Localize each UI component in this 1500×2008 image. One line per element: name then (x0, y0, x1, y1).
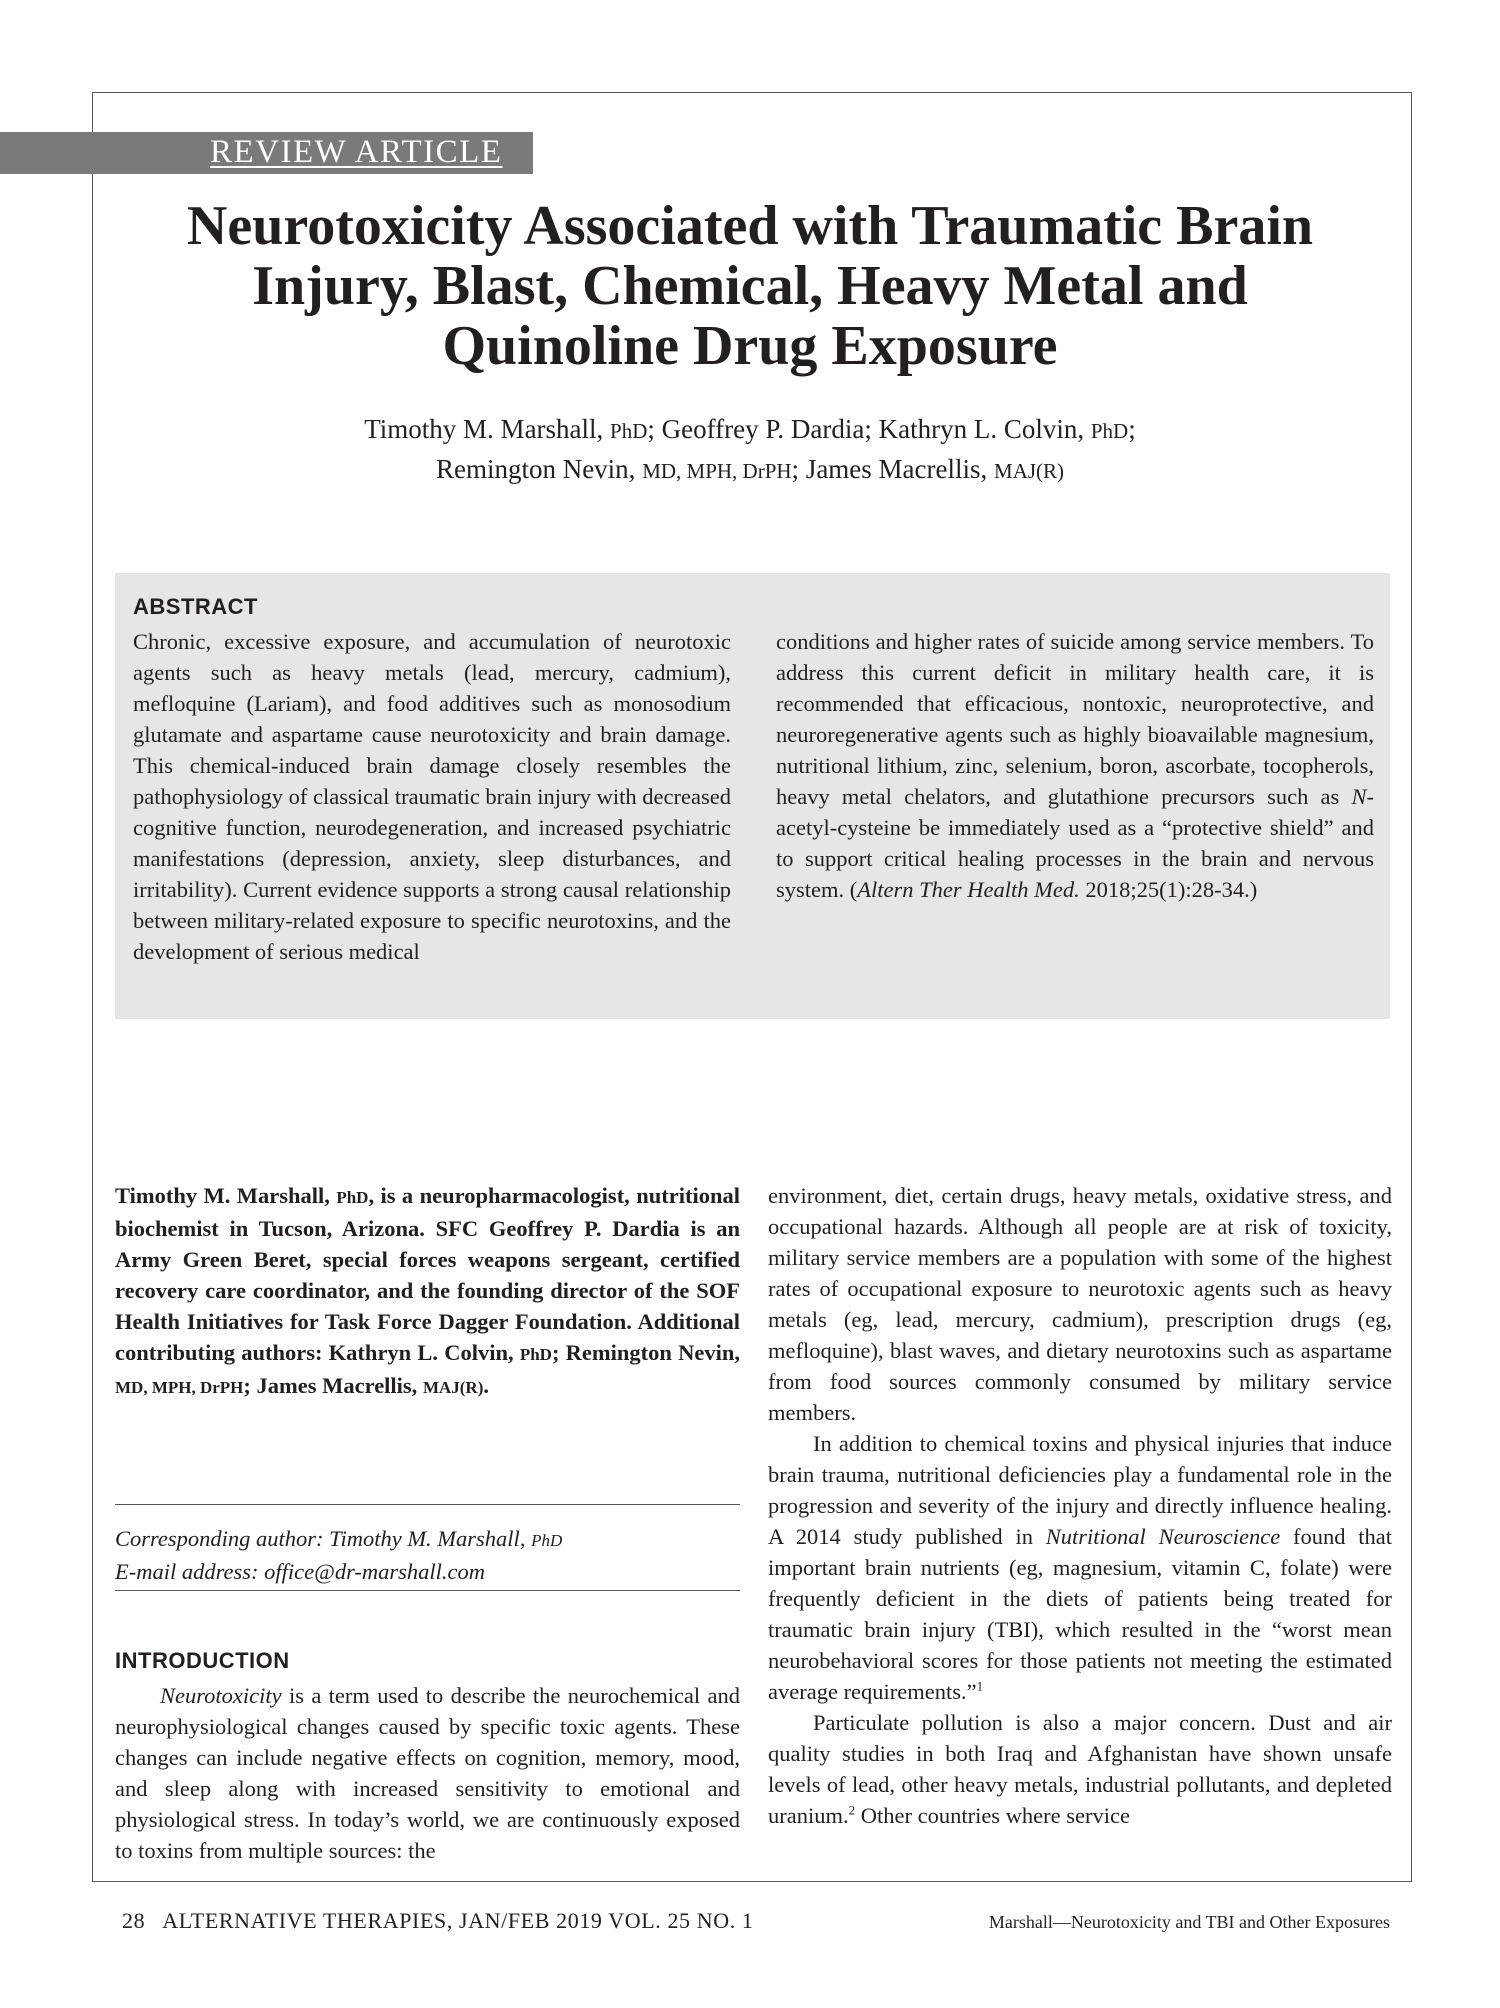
body-paragraph (768, 1707, 1392, 1831)
footer-running-title: Marshall—Neurotoxicity and TBI and Other Exposures (988, 1912, 1390, 1932)
bio-paragraph (115, 1180, 740, 1403)
author-bio (115, 1180, 740, 1403)
abstract-text-part: conditions and higher rates of suicide among service members. To address this current deficit in military health care, it is recommended that efficacious, nontoxic, neuroprotective, and neuroregenerative agents such as highly bioavailable magnesium, nutritional lithium, zinc, selenium, boron, ascorbate, tocopherols, heavy metal chelators, and glutathione precursors such as (776, 629, 1374, 809)
author-name: James Macrellis, (805, 454, 988, 484)
divider-bottom (115, 1590, 740, 1591)
bio-text: . (483, 1373, 489, 1398)
bio-text: , is a neuropharmacologist, nutritional biochemist in Tucson, Arizona. SFC Geoffrey P. Dardia is an Army Green Beret, special forces weapons sergeant, certified recovery care coordinator, and the founding director of the SOF Health Initiatives for Task Force Dagger Foundation. Additional contributing authors: Kathryn L. Colvin, (115, 1183, 740, 1365)
italic-n: N (1351, 784, 1367, 809)
divider-top (115, 1504, 740, 1505)
bio-name: Timothy M. Marshall, (115, 1183, 330, 1208)
abstract-text: Chronic, excessive exposure, and accumulation of neurotoxic agents such as heavy metals (lead, mercury, cadmium), mefloquine (Lariam), and food additives such as monosodium glutamate and aspartame cause neurotoxicity and brain damage. This chemical-induced brain damage closely resembles the pathophysiology of classical traumatic brain injury with decreased cognitive function, neurodegeneration, and increased psychiatric manifestations (depression, anxiety, sleep disturbances, and irritability). Current evidence supports a strong causal relationship between military-related exposure to specific neurotoxins, and the development of serious medical (133, 629, 731, 964)
bio-text: ; Remington Nevin, (551, 1340, 740, 1365)
corresponding-degree: PhD (531, 1531, 563, 1550)
abstract-column-right (776, 626, 1374, 905)
body-paragraph: environment, diet, certain drugs, heavy metals, oxidative stress, and occupational hazards. Although all people are at risk of toxicity, military service members are a population with some of the highest rates of occupational exposure to neurotoxic agents such as heavy metals (eg, lead, mercury, cadmium), prescription drugs (eg, mefloquine), blast waves, and dietary neurotoxins such as aspartame from food sources commonly consumed by military service members. (768, 1183, 1392, 1425)
title-line: Quinoline Drug Exposure (442, 315, 1058, 377)
title-line: Neurotoxicity Associated with Traumatic Brain (186, 195, 1314, 257)
author-degree: MAJ(R) (994, 459, 1065, 483)
body-text: In addition to chemical toxins and physical injuries that induce brain trauma, nutritional deficiencies play a fundamental role in the progression and severity of the injury and directly influence healing. A 2014 study published in (768, 1431, 1392, 1549)
section-banner (0, 132, 533, 174)
author-list (110, 410, 1390, 490)
reference-marker: 2 (848, 1802, 856, 1818)
author-name: Remington Nevin, (435, 454, 636, 484)
bio-degree: PhD (336, 1188, 369, 1207)
intro-paragraph (115, 1680, 740, 1866)
article-title (110, 196, 1390, 376)
body-text: Particulate pollution is also a major concern. Dust and air quality studies in both Iraq and Afghanistan have shown unsafe levels of lead, other heavy metals, industrial pollutants, and depleted uranium. (768, 1710, 1392, 1828)
author-degree: PhD (610, 419, 648, 443)
author-degree: MD, MPH, DrPH (642, 459, 792, 483)
introduction-text (115, 1680, 740, 1866)
body-text: Other countries where service (855, 1803, 1130, 1828)
correspondence-block (115, 1523, 740, 1587)
author-degree: PhD (1090, 419, 1129, 443)
citation-journal: Altern Ther Health Med. (857, 877, 1080, 902)
section-label: REVIEW ARTICLE (210, 134, 503, 170)
abstract-text-part: -acetyl-cysteine be immediately used as a “protective shield” and to support critical healing processes in the brain and nervous system. ( (776, 784, 1374, 902)
author-separator: ; (1128, 414, 1136, 444)
author-name: Geoffrey P. Dardia (661, 414, 865, 444)
email-address: E-mail address: office@dr-marshall.com (115, 1559, 485, 1584)
footer-journal: 28 ALTERNATIVE THERAPIES, JAN/FEB 2019 VOL. 25 NO. 1 (122, 1908, 754, 1933)
author-name: Kathryn L. Colvin, (878, 414, 1085, 444)
corresponding-label: Corresponding author: Timothy M. Marshall, (115, 1526, 526, 1551)
bio-degree: MAJ(R) (422, 1378, 484, 1397)
author-separator: ; (864, 414, 872, 444)
author-separator: ; (647, 414, 655, 444)
citation-details: 2018;25(1):28-34.) (1079, 877, 1258, 902)
author-separator: ; (791, 454, 800, 484)
author-name: Timothy M. Marshall, (364, 414, 604, 444)
abstract-heading: ABSTRACT (133, 594, 258, 619)
author-line-2 (110, 450, 1390, 490)
intro-body: is a term used to describe the neurochemical and neurophysiological changes caused by specific toxic agents. These changes can include negative effects on cognition, memory, mood, and sleep along with increased sensitivity to emotional and physiological stress. In today’s world, we are continuously exposed to toxins from multiple sources: the (115, 1683, 740, 1863)
abstract-column-left (133, 626, 731, 967)
body-text: found that important brain nutrients (eg, magnesium, vitamin C, folate) were frequently deficient in the diets of patients being treated for traumatic brain injury (TBI), which resulted in the “worst mean neurobehavioral scores for those patients not meeting the estimated average requirements.” (768, 1524, 1393, 1704)
journal-name: Nutritional Neuroscience (1045, 1524, 1281, 1549)
bio-text: ; James Macrellis, (243, 1373, 418, 1398)
author-line-1 (110, 410, 1390, 450)
intro-term: Neurotoxicity (160, 1683, 282, 1708)
title-line: Injury, Blast, Chemical, Heavy Metal and (252, 255, 1248, 317)
reference-marker: 1 (976, 1678, 984, 1694)
body-column-right (768, 1180, 1392, 1831)
body-paragraph (768, 1428, 1392, 1707)
abstract-text-continued (776, 626, 1374, 905)
bio-degree: MD, MPH, DrPH (115, 1378, 244, 1397)
bio-degree: PhD (519, 1345, 552, 1364)
corresponding-author (115, 1523, 740, 1556)
introduction-heading: INTRODUCTION (115, 1648, 290, 1673)
